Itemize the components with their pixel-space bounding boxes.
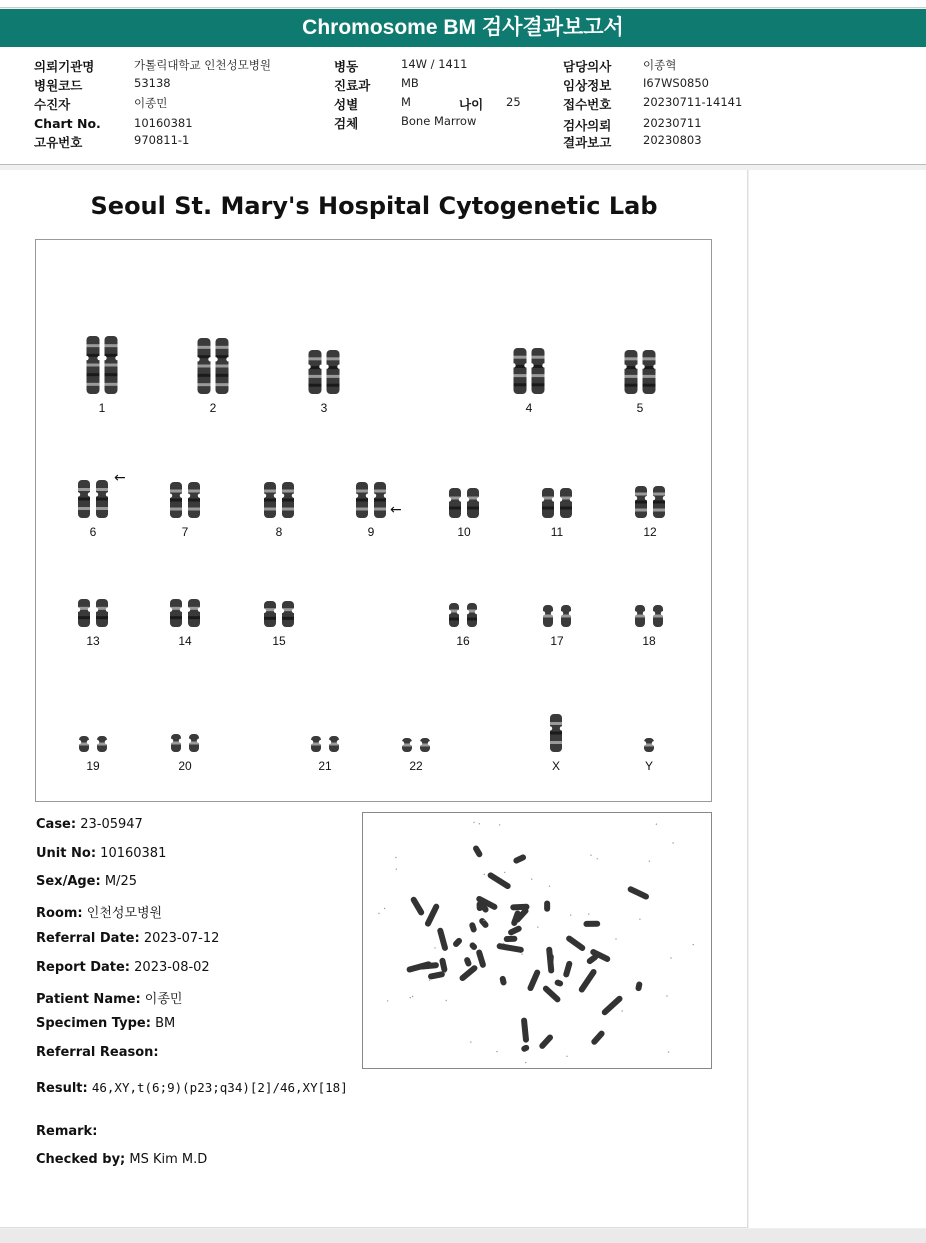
chromosome-pair-13 <box>76 599 110 627</box>
metaphase-chromosome <box>590 1029 606 1046</box>
age-label: 나이 <box>459 97 484 112</box>
chromosome-label-5: 5 <box>636 401 644 415</box>
background-speck <box>670 957 671 958</box>
metaphase-chromosome <box>458 964 478 982</box>
background-speck <box>445 972 446 973</box>
chromosome-pair-1 <box>84 336 119 394</box>
background-speck <box>537 926 538 927</box>
metaphase-chromosome <box>406 961 432 974</box>
sex-label: 성별 <box>334 97 359 112</box>
metaphase-chromosome <box>563 960 574 978</box>
chromosome-pair-11 <box>540 488 574 518</box>
chromosome-label-2: 2 <box>209 401 217 415</box>
chromosome-label-1: 1 <box>98 401 106 415</box>
result-value: 46,XY,t(6;9)(p23;q34)[2]/46,XY[18] <box>91 1080 348 1095</box>
chromosome-pair-21 <box>309 736 341 752</box>
metaphase-chromosome <box>439 957 448 973</box>
chromosome-label-6: 6 <box>89 525 97 539</box>
lab-title: Seoul St. Mary's Hospital Cytogenetic Lab <box>90 192 658 220</box>
chromosome-label-X: X <box>551 759 560 773</box>
chromosome-label-4: 4 <box>525 401 533 415</box>
chromosome-label-12: 12 <box>643 525 657 539</box>
patient-info-header <box>0 47 926 165</box>
metaphase-chromosome <box>472 844 484 858</box>
ward-value: 14W / 1411 <box>401 57 468 71</box>
background-speck <box>499 824 500 825</box>
metaphase-chromosome <box>507 925 523 937</box>
receipt-label: 접수번호 <box>563 97 612 112</box>
report-date-header-value: 20230803 <box>643 133 702 147</box>
case-value: 23-05947 <box>80 817 143 832</box>
metaphase-image <box>362 812 712 1069</box>
background-speck <box>473 822 474 823</box>
background-speck <box>531 879 532 880</box>
metaphase-chromosome <box>477 901 483 911</box>
metaphase-chromosome <box>565 934 586 952</box>
metaphase-chromosome <box>499 975 507 986</box>
background-speck <box>668 1051 669 1052</box>
chromosome-label-22: 22 <box>409 759 423 773</box>
case-field: Case: 23-05947 <box>36 817 143 832</box>
arrow-chr9-icon: ← <box>390 502 402 518</box>
chromosome-label-Y: Y <box>644 759 653 773</box>
background-speck <box>434 947 435 948</box>
chromosome-pair-20 <box>169 734 201 752</box>
referral-reason-field: Referral Reason: <box>36 1045 159 1060</box>
sexage-value: M/25 <box>104 874 137 889</box>
chromosome-pair-9 <box>354 482 388 518</box>
karyogram-panel <box>35 239 712 802</box>
arrow-chr6-icon: ← <box>114 470 126 486</box>
chromosome-label-7: 7 <box>181 525 189 539</box>
specimen-type-field: Specimen Type: BM <box>36 1016 176 1031</box>
metaphase-spread-image <box>363 813 711 1068</box>
background-speck <box>521 954 522 955</box>
examinee-label: 수진자 <box>34 97 71 112</box>
background-speck <box>446 1000 447 1001</box>
metaphase-chromosome <box>512 853 527 864</box>
background-speck <box>525 1062 526 1063</box>
referral-date-value: 2023-07-12 <box>143 931 220 946</box>
background-speck <box>410 997 411 998</box>
ward-label: 병동 <box>334 59 359 74</box>
background-speck <box>588 913 589 914</box>
background-speck <box>483 920 484 921</box>
chromosome-label-11: 11 <box>550 525 564 539</box>
sexage-field: Sex/Age: M/25 <box>36 874 137 889</box>
chromosome-label-9: 9 <box>367 525 375 539</box>
metaphase-chromosome <box>583 921 600 927</box>
patient-name-field: Patient Name: 이종민 <box>36 992 183 1007</box>
chromosome-pair-17 <box>541 605 573 627</box>
metaphase-chromosome <box>510 904 529 911</box>
background-speck <box>470 1041 471 1042</box>
chromosome-pair-12 <box>633 486 667 518</box>
background-speck <box>395 857 396 858</box>
background-speck <box>396 869 397 870</box>
background-speck <box>570 914 571 915</box>
background-speck <box>479 823 480 824</box>
unit-field: Unit No: 10160381 <box>36 846 167 861</box>
examinee-value: 이종민 <box>134 96 168 110</box>
metaphase-chromosome <box>504 936 518 942</box>
room-value: 인천성모병원 <box>86 906 163 921</box>
doctor-label: 담당의사 <box>563 59 612 74</box>
chromosome-pair-19 <box>77 736 109 752</box>
background-speck <box>672 842 673 843</box>
metaphase-chromosome <box>627 885 650 900</box>
checked-by-value: MS Kim M.D <box>129 1152 208 1167</box>
background-speck <box>666 995 667 996</box>
background-speck <box>566 1056 567 1057</box>
metaphase-chromosome <box>578 968 598 994</box>
background-speck <box>622 1010 623 1011</box>
dept-label: 진료과 <box>334 78 371 93</box>
clinical-label: 임상정보 <box>563 78 612 93</box>
chromosome-label-18: 18 <box>642 634 656 648</box>
background-speck <box>693 944 694 945</box>
background-speck <box>412 996 413 997</box>
chromosome-label-3: 3 <box>320 401 328 415</box>
metaphase-chromosome <box>554 979 564 987</box>
request-label: 검사의뢰 <box>563 118 612 133</box>
right-blank-panel <box>749 170 926 1228</box>
result-field: Result: 46,XY,t(6;9)(p23;q34)[2]/46,XY[18] <box>36 1080 348 1096</box>
chromosome-pair-2 <box>195 338 230 394</box>
chromosome-pair-22 <box>400 738 432 752</box>
chromosome-label-20: 20 <box>178 759 192 773</box>
karyogram-image <box>36 240 711 801</box>
hospital-code-value: 53138 <box>134 76 171 90</box>
metaphase-chromosome <box>521 1017 529 1043</box>
background-speck <box>639 919 640 920</box>
chromosome-label-19: 19 <box>86 759 100 773</box>
background-speck <box>387 1000 388 1001</box>
chromosome-pair-5 <box>622 350 657 394</box>
background-speck <box>429 979 430 980</box>
background-speck <box>649 861 650 862</box>
metaphase-chromosome <box>475 949 486 969</box>
chromosome-pair-15 <box>262 601 296 627</box>
clinical-value: I67WS0850 <box>643 76 709 90</box>
chromosome-pair-8 <box>262 482 296 518</box>
background-speck <box>590 855 591 856</box>
metaphase-chromosome <box>496 943 524 954</box>
chart-no-value: 10160381 <box>134 116 193 130</box>
cytogenetic-report-sheet <box>0 170 748 1228</box>
specimen-value: Bone Marrow <box>401 114 477 128</box>
metaphase-chromosome <box>452 937 463 949</box>
metaphase-chromosome <box>542 984 562 1003</box>
metaphase-chromosome <box>437 927 449 951</box>
specimen-type-value: BM <box>155 1016 176 1031</box>
request-value: 20230711 <box>643 116 702 130</box>
chromosome-pair-4 <box>511 348 546 394</box>
chromosome-label-17: 17 <box>550 634 564 648</box>
metaphase-chromosome <box>538 1033 554 1050</box>
chromosome-pair-X <box>548 714 564 752</box>
bottom-strip <box>0 1229 926 1243</box>
background-speck <box>378 913 379 914</box>
age-value: 25 <box>506 95 521 109</box>
background-speck <box>549 886 550 887</box>
metaphase-chromosome <box>469 921 478 933</box>
referral-date-field: Referral Date: 2023-07-12 <box>36 931 220 946</box>
room-field: Room: 인천성모병원 <box>36 906 163 921</box>
dept-value: MB <box>401 76 419 90</box>
chromosome-label-16: 16 <box>456 634 470 648</box>
metaphase-chromosome <box>468 941 478 951</box>
chromosome-pair-3 <box>306 350 341 394</box>
metaphase-chromosome <box>635 981 643 992</box>
background-speck <box>384 908 385 909</box>
chromosome-label-10: 10 <box>457 525 471 539</box>
metaphase-chromosome <box>547 954 554 964</box>
institution-label: 의뢰기관명 <box>34 59 95 74</box>
checked-by-field: Checked by; MS Kim M.D <box>36 1152 208 1167</box>
background-speck <box>496 1051 497 1052</box>
metaphase-chromosome <box>520 1044 530 1053</box>
unique-no-label: 고유번호 <box>34 135 83 150</box>
background-speck <box>484 874 485 875</box>
chart-no-label: Chart No. <box>34 116 101 131</box>
chromosome-pair-14 <box>168 599 202 627</box>
chromosome-label-15: 15 <box>272 634 286 648</box>
sex-value: M <box>401 95 411 109</box>
unit-value: 10160381 <box>100 846 167 861</box>
report-date-field: Report Date: 2023-08-02 <box>36 960 210 975</box>
report-date-header-label: 결과보고 <box>563 135 612 150</box>
metaphase-chromosome <box>463 956 472 967</box>
unique-no-value: 970811-1 <box>134 133 190 147</box>
background-speck <box>615 938 616 939</box>
background-speck <box>656 824 657 825</box>
chromosome-pair-18 <box>633 605 665 627</box>
background-speck <box>504 872 505 873</box>
metaphase-chromosome <box>424 903 440 928</box>
chromosome-pair-16 <box>447 603 479 627</box>
chromosome-label-8: 8 <box>275 525 283 539</box>
metaphase-chromosome <box>478 917 490 929</box>
specimen-label: 검체 <box>334 116 359 131</box>
chromosome-pair-10 <box>447 488 481 518</box>
hospital-code-label: 병원코드 <box>34 78 83 93</box>
metaphase-chromosome <box>486 871 511 890</box>
metaphase-chromosome <box>410 896 426 917</box>
background-speck <box>503 943 504 944</box>
chromosome-label-14: 14 <box>178 634 192 648</box>
metaphase-chromosome <box>544 900 550 911</box>
report-date-value: 2023-08-02 <box>134 960 210 975</box>
chromosome-pair-Y <box>642 738 656 752</box>
metaphase-chromosome <box>601 995 624 1017</box>
doctor-value: 이종혁 <box>643 58 677 72</box>
chromosome-label-13: 13 <box>86 634 100 648</box>
institution-value: 가톨릭대학교 인천성모병원 <box>134 58 271 72</box>
chromosome-pair-7 <box>168 482 202 518</box>
remark-field: Remark: <box>36 1124 98 1139</box>
receipt-value: 20230711-14141 <box>643 95 743 109</box>
background-speck <box>597 858 598 859</box>
report-banner-title: Chromosome BM 검사결과보고서 <box>0 9 926 47</box>
metaphase-chromosome <box>428 971 446 980</box>
top-border <box>0 0 926 8</box>
chromosome-pair-6 <box>76 480 110 518</box>
metaphase-chromosome <box>527 969 542 992</box>
chromosome-label-21: 21 <box>318 759 332 773</box>
patient-name-value: 이종민 <box>144 992 183 1007</box>
